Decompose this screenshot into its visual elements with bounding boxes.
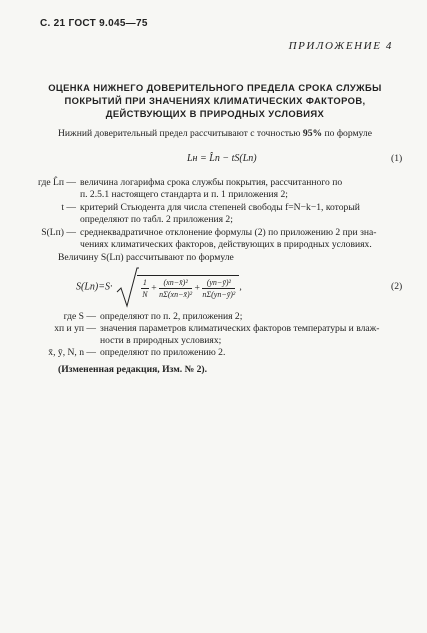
- frac-numerator: (xп−x̄)²: [159, 278, 192, 289]
- frac-denominator: nΣ(yп−ȳ)²: [202, 290, 236, 299]
- def-line: критерий Стьюдента для числа степеней свободы f=N−k−1, который: [80, 202, 360, 213]
- def-line: определяют по п. 2, приложения 2;: [100, 311, 243, 322]
- frac-denominator: nΣ(xп−x̄)²: [159, 290, 193, 299]
- title-line-3: ДЕЙСТВУЮЩИХ В ПРИРОДНЫХ УСЛОВИЯХ: [105, 108, 325, 119]
- sqrt-sign-icon: [115, 266, 139, 308]
- def-term: где L̂п —: [38, 177, 76, 188]
- formula-1: Lн = L̂п − tS(Lп): [187, 153, 257, 164]
- def-term: x̄, ȳ, N, n —: [48, 347, 96, 358]
- title-line-1: ОЦЕНКА НИЖНЕГО ДОВЕРИТЕЛЬНОГО ПРЕДЕЛА СРОКА СЛУЖБЫ: [48, 82, 382, 93]
- intro-percent: 95%: [302, 128, 323, 139]
- formula-2: S(Lп)=S· $\frac{1}{N}$ + $\frac{\text{(xп−x̄)²}}{\text{nΣ(xп−x̄)²}}$ + $\frac{\text{(yп−ȳ)²}}{\text{nΣ(yп−ȳ)²}}$ ,: [76, 266, 242, 308]
- intro-paragraph: [58, 128, 372, 139]
- def-line: определяют по приложению 2.: [100, 347, 226, 358]
- formula-2-number: (2): [391, 281, 403, 292]
- frac-numerator: 1: [142, 278, 147, 287]
- intro-tail: по формуле: [324, 128, 372, 139]
- appendix-label: ПРИЛОЖЕНИЕ 4: [288, 40, 393, 52]
- frac-denominator: N: [142, 290, 148, 299]
- def-term: t —: [61, 202, 76, 213]
- def-term: где S —: [63, 311, 96, 322]
- amendment-note: (Измененная редакция, Изм. № 2).: [58, 364, 208, 375]
- page-header: С. 21 ГОСТ 9.045—75: [40, 18, 148, 29]
- def-line: значения параметров климатических факторов температуры и влаж-: [100, 323, 380, 334]
- formula-1-number: (1): [391, 153, 403, 164]
- def-line: п. 2.5.1 настоящего стандарта и п. 1 приложения 2;: [80, 189, 288, 200]
- def-term: S(Lп) —: [41, 227, 76, 238]
- formula-2-intro: Величину S(Lп) рассчитывают по формуле: [58, 252, 234, 263]
- def-line: величина логарифма срока службы покрытия, рассчитанного по: [80, 177, 343, 188]
- frac-numerator: (yп−ȳ)²: [202, 278, 235, 289]
- formula-2-lhs: S(Lп)=S·: [76, 281, 113, 293]
- def-line: определяют по табл. 2 приложения 2;: [80, 214, 233, 225]
- title-line-2: ПОКРЫТИЙ ПРИ ЗНАЧЕНИЯХ КЛИМАТИЧЕСКИХ ФАКТОРОВ,: [64, 95, 366, 106]
- def-line: чениях климатических факторов, действующих в природных условиях.: [80, 239, 372, 250]
- intro-text: Нижний доверительный предел рассчитывают с точностью: [58, 128, 301, 139]
- def-term: xп и yп —: [54, 323, 96, 334]
- def-line: среднеквадратичное отклонение формулы (2) по приложению 2 при зна-: [80, 227, 377, 238]
- def-line: ности в природных условиях;: [100, 335, 222, 346]
